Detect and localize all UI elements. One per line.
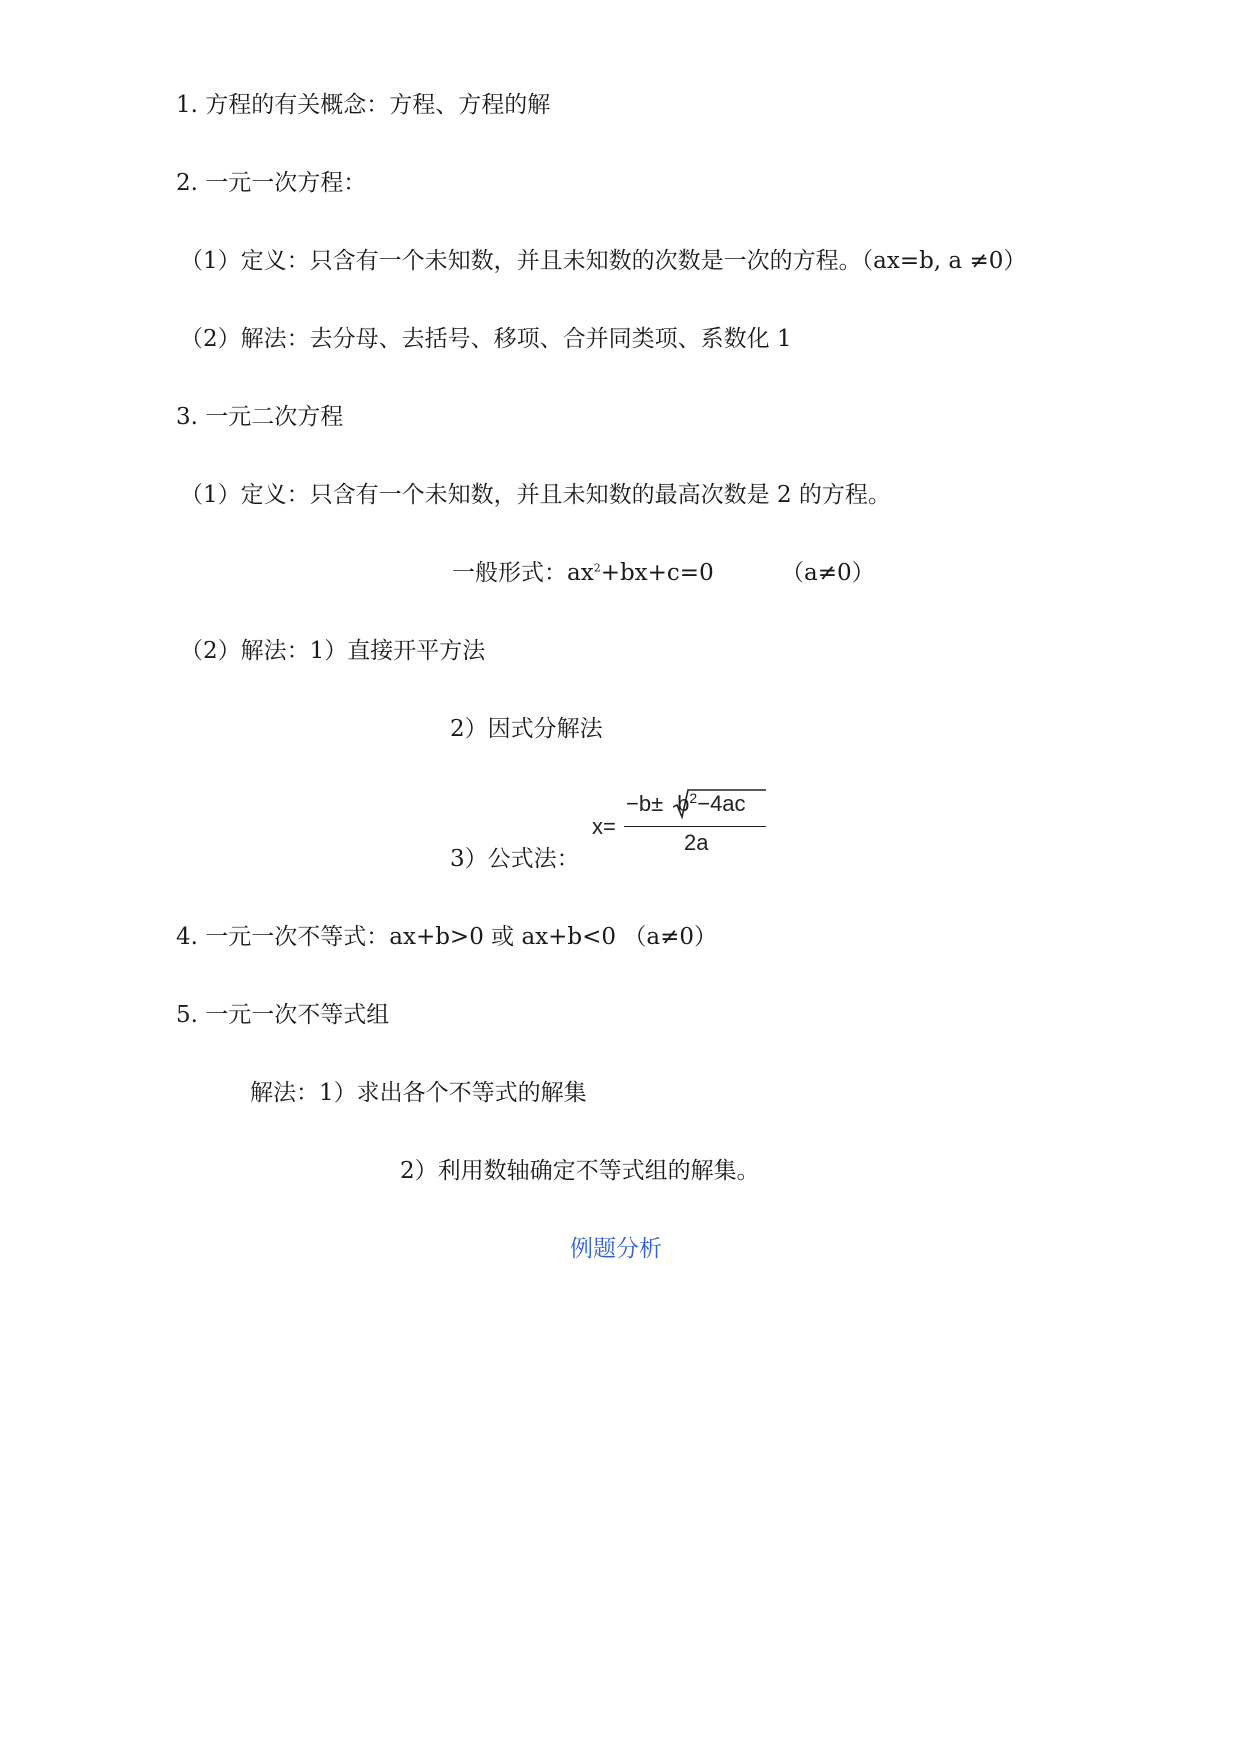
formula-numerator: $-b\pm b^2-4ac$ — [626, 790, 746, 816]
example-analysis-link[interactable]: 例题分析 — [570, 1236, 662, 1262]
radical-sign-icon — [673, 788, 766, 819]
quadratic-formula — [592, 790, 772, 870]
heading-5: 5. 一元一次不等式组 — [176, 1002, 390, 1028]
quadratic-method-3: 3）公式法： — [450, 846, 580, 872]
general-form-exponent: 2 — [593, 561, 601, 575]
heading-2: 2. 一元一次方程： — [176, 170, 367, 196]
quadratic-definition: （1）定义：只含有一个未知数，并且未知数的最高次数是 2 的方程。 — [180, 482, 891, 508]
inequality-method-1: 解法：1）求出各个不等式的解集 — [250, 1080, 587, 1106]
quadratic-method-1: （2）解法：1）直接开平方法 — [180, 638, 486, 664]
linear-method: （2）解法：去分母、去括号、移项、合并同类项、系数化 1 — [180, 326, 792, 352]
quadratic-method-2: 2）因式分解法 — [450, 716, 603, 742]
general-form-label: 一般形式：ax — [452, 560, 594, 586]
general-form — [452, 558, 875, 588]
heading-4: 4. 一元一次不等式：ax+b>0 或 ax+b<0 （a≠0） — [176, 924, 717, 950]
formula-denominator: 2a — [684, 830, 709, 855]
heading-3: 3. 一元二次方程 — [176, 404, 344, 430]
linear-definition: （1）定义：只含有一个未知数，并且未知数的次数是一次的方程。（ax=b, a ≠0） — [180, 248, 1027, 274]
general-form-equation: +bx+c=0 — [600, 560, 714, 586]
fraction-bar — [624, 826, 766, 827]
heading-1: 1. 方程的有关概念：方程、方程的解 — [176, 92, 551, 118]
inequality-method-2: 2）利用数轴确定不等式组的解集。 — [400, 1158, 760, 1184]
formula-lhs: x= — [592, 814, 616, 839]
general-form-condition: （a≠0） — [781, 560, 875, 586]
